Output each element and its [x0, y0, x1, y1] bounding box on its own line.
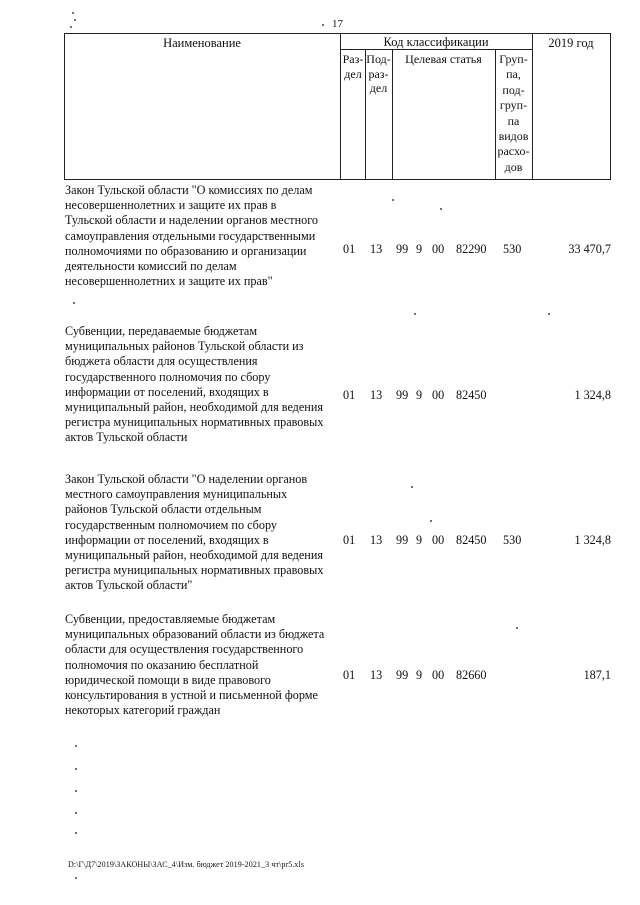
speck [72, 12, 74, 14]
speck [516, 627, 518, 629]
speck [411, 486, 413, 488]
row-podrazdel: 13 [370, 668, 383, 682]
header-divider-group [532, 33, 533, 180]
file-path-footer: D:\Г\Д7\2019\ЗАКОНЫ\ЗАС_4\Изм. бюджет 2019-2021_3 чт\pr5.xls [68, 860, 305, 869]
row-target-main: 00 [432, 533, 445, 547]
row-razdel: 01 [343, 242, 356, 256]
header-left-border [64, 33, 65, 180]
header-razdel: Раз- дел [342, 52, 364, 81]
row-target-direction: 82450 [456, 533, 487, 547]
row-name: Закон Тульской области "О наделении органов местного самоуправления муниципальных районов Тульской области отдельным государственным полномочием по сбору информации от поселений, входящих в муниципальный район, необходимой для ведения регистра муниципальных нормативных правовых актов Тульской области" [65, 472, 324, 593]
header-right-border [610, 33, 611, 180]
row-razdel: 01 [343, 533, 356, 547]
header-year: 2019 год [548, 36, 594, 50]
speck [430, 520, 432, 522]
code-subheader-border [340, 49, 532, 50]
header-code: Код классификации [383, 35, 489, 49]
speck [548, 313, 550, 315]
speck [392, 199, 394, 201]
row-target-subprogram: 9 [416, 242, 423, 256]
row-amount: 1 324,8 [574, 388, 611, 402]
speck [75, 832, 77, 834]
header-podrazdel: Под- раз- дел [366, 52, 391, 95]
row-amount: 33 470,7 [568, 242, 611, 256]
row-name: Закон Тульской области "О комиссиях по делам несовершеннолетних и защите их прав в Тульской области и наделении органов местного самоуправления отдельными государственными полномочиями по образованию и организации деятельности комиссий по делам несовершеннолетних и защите их прав" [65, 183, 318, 289]
speck [73, 302, 75, 304]
row-target-direction: 82450 [456, 388, 487, 402]
header-bottom-border [64, 179, 611, 180]
row-target-direction: 82290 [456, 242, 487, 256]
row-target-program: 99 [396, 388, 409, 402]
speck [74, 19, 76, 21]
row-podrazdel: 13 [370, 533, 383, 547]
row-target-main: 00 [432, 668, 445, 682]
row-amount: 187,1 [583, 668, 611, 682]
row-name: Субвенции, предоставляемые бюджетам муниципальных образований области из бюджета области для осуществления государственного полномочия по оказанию бесплатной юридической помощи в виде правового консультирования в устной и письменной форме некоторых категорий граждан [65, 612, 325, 718]
row-target-program: 99 [396, 242, 409, 256]
row-podrazdel: 13 [370, 388, 383, 402]
row-razdel: 01 [343, 668, 356, 682]
speck [75, 877, 77, 879]
row-target-subprogram: 9 [416, 388, 423, 402]
speck [75, 790, 77, 792]
row-target-main: 00 [432, 388, 445, 402]
header-group: Груп- па, под- груп- па видов расхо- дов [497, 52, 530, 174]
row-target-program: 99 [396, 668, 409, 682]
row-expense-type: 530 [503, 533, 522, 547]
row-amount: 1 324,8 [574, 533, 611, 547]
row-target-subprogram: 9 [416, 668, 423, 682]
header-top-border [64, 33, 611, 34]
header-name: Наименование [163, 36, 241, 50]
speck [75, 745, 77, 747]
row-target-subprogram: 9 [416, 533, 423, 547]
header-divider-podrazdel [392, 49, 393, 180]
speck [322, 24, 324, 26]
row-target-program: 99 [396, 533, 409, 547]
speck [70, 26, 72, 28]
header-target: Целевая статья [405, 52, 482, 66]
speck [414, 313, 416, 315]
speck [440, 208, 442, 210]
row-name: Субвенции, передаваемые бюджетам муниципальных районов Тульской области из бюджета области для осуществления государственного полномочия по сбору информации от поселений, входящих в муниципальный район, необходимой для ведения регистра муниципальных нормативных правовых актов Тульской области [65, 324, 324, 445]
row-podrazdel: 13 [370, 242, 383, 256]
row-target-direction: 82660 [456, 668, 487, 682]
speck [75, 812, 77, 814]
speck [75, 768, 77, 770]
row-expense-type: 530 [503, 242, 522, 256]
row-target-main: 00 [432, 242, 445, 256]
page-number: 17 [332, 18, 343, 30]
row-razdel: 01 [343, 388, 356, 402]
